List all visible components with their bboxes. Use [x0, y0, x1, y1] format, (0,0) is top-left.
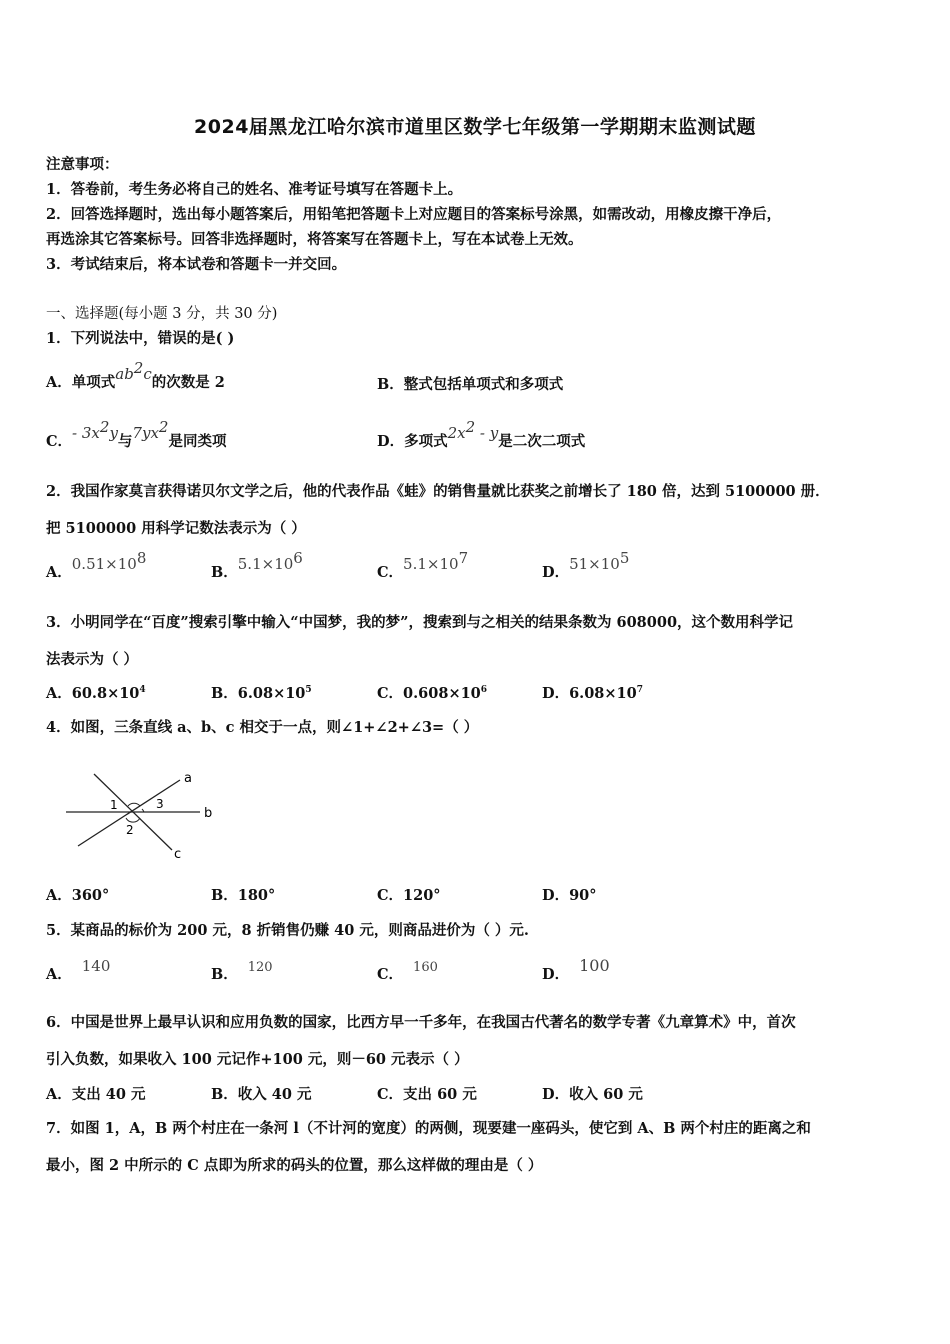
label-angle-3: 3 — [156, 797, 164, 811]
section-heading: 一、选择题(每小题 3 分，共 30 分) — [46, 306, 278, 322]
question-7-stem-cont: 最小，图 2 中所示的 C 点即为所求的码头的位置，那么这样做的理由是（ ） — [46, 1157, 543, 1174]
q2-option-d — [542, 549, 630, 582]
q3-b-sup: 5 — [305, 685, 312, 696]
q6-option-c: C．支出 60 元 — [377, 1086, 477, 1103]
question-7-stem: 7．如图 1，A，B 两个村庄在一条河 l（不计河的宽度）的两侧，现要建一座码头，使它到 A、B 两个村庄的距离之和 — [46, 1120, 811, 1137]
q2-b-sup: 6 — [293, 549, 303, 567]
q1-d-pre: D．多项式 — [377, 432, 448, 450]
q3-b-text: B．6.08×10 — [211, 685, 306, 702]
q2-d-sup: 5 — [619, 549, 630, 567]
q2-c-label: C． — [377, 563, 404, 581]
q4-option-c: C．120° — [377, 887, 441, 904]
q3-d-text: D．6.08×10 — [542, 685, 637, 702]
question-2-stem-cont: 把 5100000 用科学记数法表示为（ ） — [46, 520, 306, 537]
q1-c-pre: C． — [46, 432, 73, 450]
q5-b-val: 120 — [247, 960, 273, 975]
q3-option-b — [211, 682, 312, 703]
q3-a-sup: 4 — [139, 685, 146, 696]
q4-option-a: A．360° — [46, 887, 110, 904]
q1-d-math: 2x — [447, 423, 466, 442]
q1-c-post: 是同类项 — [168, 432, 227, 450]
q5-d-label: D． — [542, 966, 570, 983]
q1-c-sup2: 2 — [158, 418, 169, 436]
notice-item: 3．考试结束后，将本试卷和答题卡一并交回。 — [46, 256, 347, 273]
q1-option-a — [46, 359, 225, 392]
q2-c-sup: 7 — [458, 549, 469, 567]
q5-option-d — [542, 956, 610, 984]
q1-option-b: B．整式包括单项式和多项式 — [377, 376, 564, 393]
angle-2-arc — [126, 818, 140, 822]
q4-option-d: D．90° — [542, 887, 597, 904]
question-3-stem-cont: 法表示为（ ） — [46, 651, 139, 668]
q2-c-math: 5.1×10 — [403, 554, 459, 573]
q3-c-text: C．0.608×10 — [377, 685, 481, 702]
q5-b-label: B． — [211, 966, 238, 983]
question-6-stem-cont: 引入负数，如果收入 100 元记作+100 元，则－60 元表示（ ） — [46, 1051, 469, 1068]
q2-b-math: 5.1×10 — [237, 554, 294, 573]
q5-a-label: A． — [46, 966, 72, 983]
q2-a-label: A． — [46, 563, 72, 581]
q1-a-pre: A．单项式 — [46, 373, 116, 391]
q2-d-math: 51×10 — [569, 554, 620, 573]
q1-d-math2: - y — [475, 423, 499, 442]
angle-1-arc — [128, 803, 140, 806]
notice-item: 再选涂其它答案标号。回答非选择题时，将答案写在答题卡上，写在本试卷上无效。 — [46, 231, 583, 248]
q1-c-math1b: y — [109, 423, 118, 442]
q1-c-sup1: 2 — [99, 418, 110, 436]
q5-c-val: 160 — [413, 960, 438, 975]
q5-option-b — [211, 960, 273, 984]
question-6-stem: 6．中国是世界上最早认识和应用负数的国家，比西方早一千多年，在我国古代著名的数学专著《九章算术》中，首次 — [46, 1014, 796, 1031]
label-c: c — [174, 847, 182, 862]
notice-item: 1．答卷前，考生务必将自己的姓名、准考证号填写在答题卡上。 — [46, 181, 463, 198]
q5-option-a — [46, 957, 111, 984]
q6-option-a: A．支出 40 元 — [46, 1086, 146, 1103]
notice-heading: 注意事项： — [46, 156, 119, 173]
q3-d-sup: 7 — [636, 685, 643, 696]
q1-a-sup: 2 — [133, 359, 144, 377]
q6-option-b: B．收入 40 元 — [211, 1086, 312, 1103]
question-2-stem: 2．我国作家莫言获得诺贝尔文学之后，他的代表作品《蛙》的销售量就比获奖之前增长了 180 倍，达到 5100000 册． — [46, 483, 830, 500]
q5-d-val: 100 — [579, 956, 610, 975]
q5-c-label: C． — [377, 966, 404, 983]
q1-c-math1: - 3x — [72, 423, 100, 442]
label-b: b — [204, 806, 213, 821]
q5-a-val: 140 — [81, 957, 111, 975]
question-4-stem: 4．如图，三条直线 a、b、c 相交于一点，则∠1+∠2+∠3=（ ） — [46, 719, 479, 736]
q5-option-c — [377, 960, 438, 984]
label-angle-1: 1 — [110, 798, 118, 812]
q1-a-math: ab — [115, 364, 134, 383]
q1-d-post: 是二次二项式 — [498, 432, 586, 450]
q2-a-sup: 8 — [136, 549, 147, 567]
notice-item: 2．回答选择题时，选出每小题答案后，用铅笔把答题卡上对应题目的答案标号涂黑，如需改动，用橡皮擦干净后， — [46, 206, 782, 223]
q3-option-d — [542, 682, 643, 703]
question-1-stem: 1．下列说法中，错误的是( ) — [46, 330, 235, 347]
q1-a-math2: c — [143, 364, 152, 383]
q1-option-c — [46, 418, 227, 451]
q2-d-label: D． — [542, 563, 570, 581]
q4-option-b: B．180° — [211, 887, 276, 904]
q2-a-math: 0.51×10 — [71, 554, 137, 573]
q1-a-post: 的次数是 2 — [151, 373, 225, 391]
label-angle-2: 2 — [126, 823, 134, 837]
label-a: a — [184, 771, 192, 786]
q1-c-math2: 7yx — [132, 423, 159, 442]
question-5-stem: 5．某商品的标价为 200 元，8 折销售仍赚 40 元，则商品进价为（ ）元. — [46, 922, 529, 939]
q2-option-c — [377, 549, 469, 582]
q1-c-mid: 与 — [117, 432, 133, 450]
q2-b-label: B． — [211, 563, 238, 581]
q3-option-c — [377, 682, 487, 703]
question-3-stem: 3．小明同学在“百度”搜索引擎中输入“中国梦，我的梦”，搜索到与之相关的结果条数为 608000，这个数用科学记 — [46, 614, 794, 631]
three-lines-figure — [60, 766, 230, 866]
q2-option-b — [211, 549, 303, 582]
q6-option-d: D．收入 60 元 — [542, 1086, 643, 1103]
q3-a-text: A．60.8×10 — [46, 685, 140, 702]
q3-c-sup: 6 — [480, 685, 488, 696]
exam-title: 2024届黑龙江哈尔滨市道里区数学七年级第一学期期末监测试题 — [194, 116, 756, 138]
q3-option-a — [46, 682, 146, 703]
q1-d-sup: 2 — [465, 418, 476, 436]
q2-option-a — [46, 549, 147, 582]
q1-option-d — [377, 418, 586, 451]
